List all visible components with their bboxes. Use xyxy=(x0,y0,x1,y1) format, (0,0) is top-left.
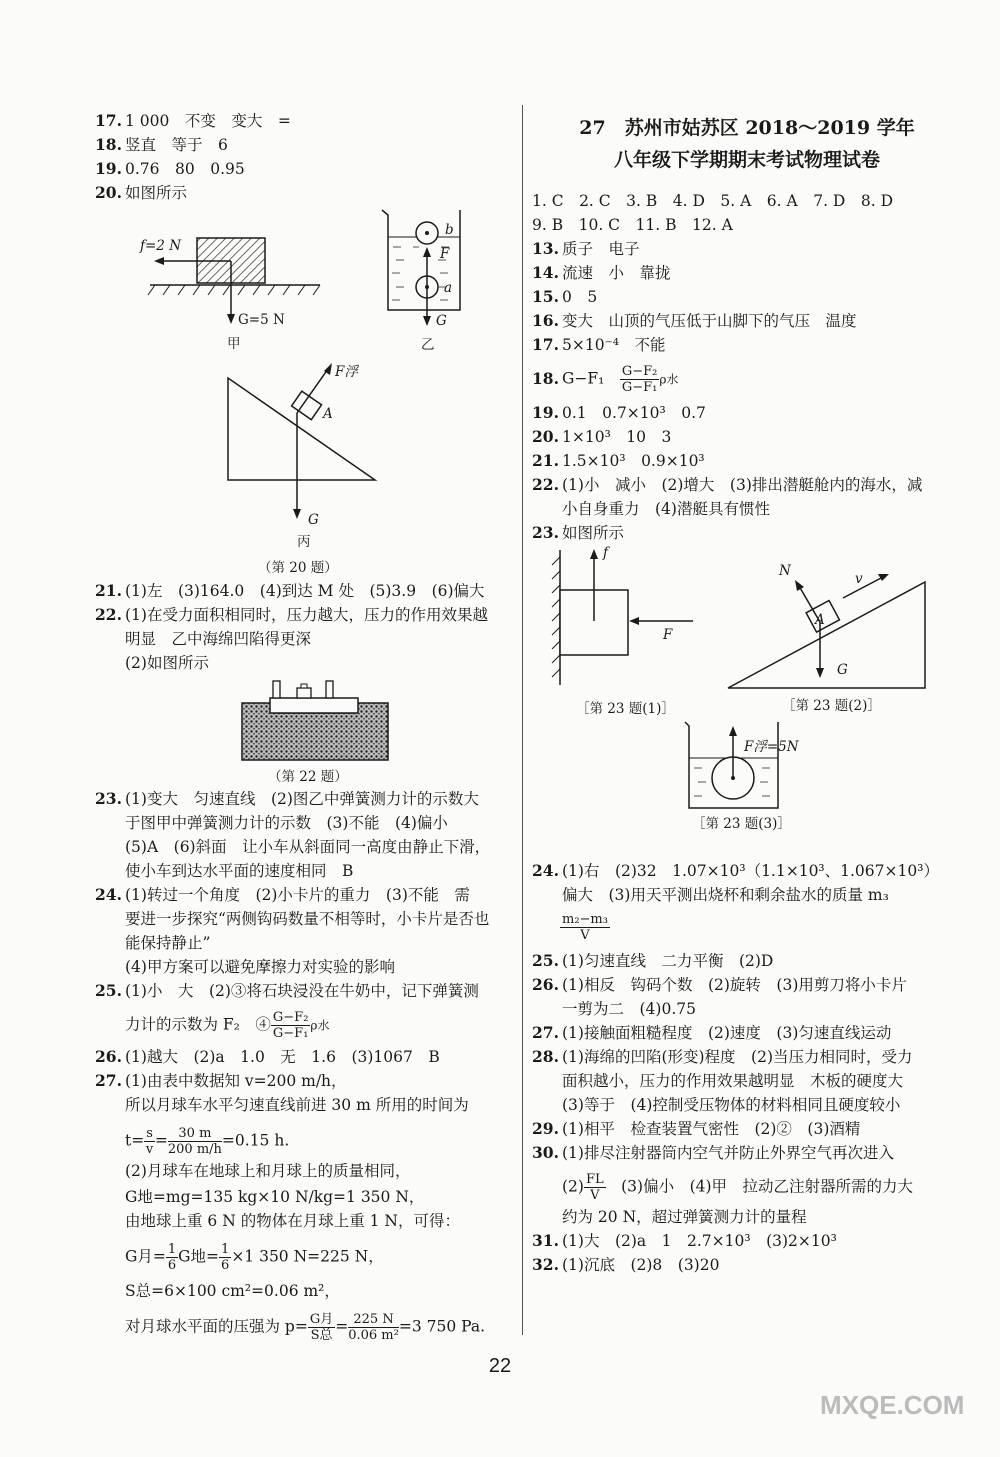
answer-22-l3: (2)如图所示 xyxy=(125,654,209,672)
answer-27-l5: G地=mg=135 kg×10 N/kg=1 350 N， xyxy=(125,1188,425,1206)
r-answer-31: 31. (1)大 (2)a 1 2.7×10³ (3)2×10³ xyxy=(532,1231,837,1250)
answer-24-l4: (4)甲方案可以避免摩擦力对实验的影响 xyxy=(125,958,395,976)
label-F: F xyxy=(440,246,450,262)
figure-23-1-caption: ［第 23 题(1)］ xyxy=(576,701,675,717)
label-bing: 丙 xyxy=(297,534,311,550)
label-F-23: F xyxy=(663,627,673,643)
answer-24: 24. (1)转过一个角度 (2)小卡片的重力 (3)不能 需 xyxy=(95,885,470,904)
label-F-fu-5N: F浮=5N xyxy=(744,739,799,755)
fraction: $\frac{\text{G−F₂}}{\text{G−F₁}}$ xyxy=(272,1010,309,1041)
figure-22-sponge xyxy=(240,675,420,765)
r-answer-30-l2: (2) $\frac{FL}{V}$ (3)偏小 (4)甲 拉动乙注射器所需的力大 xyxy=(562,1172,914,1203)
r-answer-30: 30. (1)排尽注射器筒内空气并防止外界空气再次进入 xyxy=(532,1143,894,1162)
section-title: 27 苏州市姑苏区 2018～2019 学年 xyxy=(579,117,915,139)
figure-20-yi xyxy=(378,205,478,335)
answer-20: 20. 如图所示 xyxy=(95,183,188,202)
answer-27-l8: S总=6×100 cm²=0.06 m²， xyxy=(125,1282,340,1300)
r-answer-24-l2: 偏大 (3)用天平测出烧杯和剩余盐水的质量 m₃ xyxy=(562,886,889,904)
label-G-bing: G xyxy=(308,512,319,528)
r-answer-28-l2: 面积越小，压力的作用效果越明显 木板的硬度大 xyxy=(562,1072,904,1090)
column-divider xyxy=(522,105,523,1335)
r-answer-24: 24. (1)右 (2)32 1.07×10³（1.1×10³、1.067×10³） xyxy=(532,861,939,880)
figure-23-1 xyxy=(545,545,705,695)
r-answer-19: 19. 0.1 0.7×10³ 0.7 xyxy=(532,403,706,422)
answer-27-l4: (2)月球车在地球上和月球上的质量相同， xyxy=(125,1162,411,1180)
answer-21: 21. (1)左 (3)164.0 (4)到达 M 处 (5)3.9 (6)偏大 xyxy=(95,581,485,600)
label-G: G xyxy=(436,313,447,329)
label-N: N xyxy=(779,563,791,579)
r-answer-26: 26. (1)相反 钩码个数 (2)旋转 (3)用剪刀将小卡片 xyxy=(532,975,907,994)
label-A-23: A xyxy=(815,612,825,628)
figure-23-2-caption: ［第 23 题(2)］ xyxy=(782,698,881,714)
figure-22-caption: （第 22 题） xyxy=(268,769,348,785)
label-f2n: f=2 N xyxy=(140,238,182,254)
section-subtitle: 八年级下学期期末考试物理试卷 xyxy=(613,149,880,171)
r-answer-23: 23. 如图所示 xyxy=(532,523,625,542)
label-jia: 甲 xyxy=(227,336,241,352)
figure-23-3-caption: ［第 23 题(3)］ xyxy=(692,816,791,832)
page-number: 22 xyxy=(488,1355,512,1377)
label-f-23: f xyxy=(603,545,608,561)
answer-24-l3: 能保持静止” xyxy=(125,934,211,952)
answer-22-l2: 明显 乙中海绵凹陷得更深 xyxy=(125,630,312,648)
r-answer-28-l3: (3)等于 (4)控制受压物体的材料相同且硬度较小 xyxy=(562,1096,901,1114)
figure-23-2 xyxy=(725,560,945,695)
r-answer-16: 16. 变大 山顶的气压低于山脚下的气压 温度 xyxy=(532,311,857,330)
label-G-23: G xyxy=(837,662,848,678)
answer-18: 18. 竖直 等于 6 xyxy=(95,135,228,154)
figure-23-3 xyxy=(680,718,790,813)
r-answer-26-l2: 一剪为二 (4)0.75 xyxy=(562,1000,696,1018)
r-answer-28: 28. (1)海绵的凹陷(形变)程度 (2)当压力相同时，受力 xyxy=(532,1047,913,1066)
answer-23-l4: 使小车到达水平面的速度相同 B xyxy=(125,862,354,880)
answer-19: 19. 0.76 80 0.95 xyxy=(95,159,245,178)
answer-27-l7: G月= $\frac{1}{6}$ G地= $\frac{1}{6}$ ×1 350 N=225 N， xyxy=(125,1242,384,1273)
r-answer-25: 25. (1)匀速直线 二力平衡 (2)D xyxy=(532,951,774,970)
r-answer-14: 14. 流速 小 靠拢 xyxy=(532,263,671,282)
answer-27-l6: 由地球上重 6 N 的物体在月球上重 1 N，可得： xyxy=(125,1212,460,1230)
r-answer-17: 17. 5×10⁻⁴ 不能 xyxy=(532,335,666,354)
watermark: MXQE.COM xyxy=(820,1390,965,1420)
answer-17: 17. 1 000 不变 变大 = xyxy=(95,111,291,130)
r-answer-21: 21. 1.5×10³ 0.9×10³ xyxy=(532,451,705,470)
answer-27: 27. (1)由表中数据知 v=200 m/h， xyxy=(95,1071,347,1090)
label-yi: 乙 xyxy=(421,337,435,353)
answer-24-l2: 要进一步探究“两侧钩码数量不相等时，小卡片是否也 xyxy=(125,910,490,928)
label-a: a xyxy=(444,280,453,296)
r-answer-22: 22. (1)小 减小 (2)增大 (3)排出潜艇舱内的海水，减 xyxy=(532,475,923,494)
answer-23: 23. (1)变大 匀速直线 (2)图乙中弹簧测力计的示数大 xyxy=(95,789,479,808)
label-g5n: G=5 N xyxy=(238,312,285,328)
mc-row-1: 1. C 2. C 3. B 4. D 5. A 6. A 7. D 8. D xyxy=(532,192,894,210)
figure-20-caption: （第 20 题） xyxy=(258,560,338,576)
figure-20-bing xyxy=(220,355,410,525)
answer-25-l2: 力计的示数为 F₂ ④ $\frac{\text{G−F₂}}{\text{G−F₁}}$ ρ水 xyxy=(125,1010,330,1041)
r-answer-18: 18. G−F₁ $\frac{\text{G−F₂}}{\text{G−F₁}}$ ρ水 xyxy=(532,364,679,395)
answer-23-l3: (5)A (6)斜面 让小车从斜面同一高度由静止下滑， xyxy=(125,838,491,856)
r-answer-13: 13. 质子 电子 xyxy=(532,239,640,258)
answer-26: 26. (1)越大 (2)a 1.0 无 1.6 (3)1067 B xyxy=(95,1047,440,1066)
answer-27-l9: 对月球水平面的压强为 p= $\frac{\text{G月}}{\text{S总}}$ = $\frac{225 N}{\text{0.06 m²}}$ =3 750 Pa. xyxy=(125,1312,486,1343)
r-answer-24-l3: $\frac{\text{m₂−m₃}}{V}$ xyxy=(562,912,608,943)
label-A: A xyxy=(323,406,333,422)
label-v: v xyxy=(855,571,863,587)
mc-row-2: 9. B 10. C 11. B 12. A xyxy=(532,216,733,234)
answer-27-l2: 所以月球车水平匀速直线前进 30 m 所用的时间为 xyxy=(125,1096,469,1114)
r-answer-22-l2: 小自身重力 (4)潜艇具有惯性 xyxy=(562,500,770,518)
answer-22: 22. (1)在受力面积相同时，压力越大，压力的作用效果越 xyxy=(95,605,488,624)
r-answer-27: 27. (1)接触面粗糙程度 (2)速度 (3)匀速直线运动 xyxy=(532,1023,892,1042)
r-answer-15: 15. 0 5 xyxy=(532,287,598,306)
label-F-fu: F浮 xyxy=(335,364,358,380)
r-answer-29: 29. (1)相平 检查装置气密性 (2)② (3)酒精 xyxy=(532,1119,861,1138)
answer-25: 25. (1)小 大 (2)③将石块浸没在牛奶中，记下弹簧测 xyxy=(95,981,479,1000)
label-b: b xyxy=(445,222,454,238)
r-answer-30-l3: 约为 20 N，超过弹簧测力计的量程 xyxy=(562,1208,807,1226)
answer-23-l2: 于图甲中弹簧测力计的示数 (3)不能 (4)偏小 xyxy=(125,814,448,832)
r-answer-32: 32. (1)沉底 (2)8 (3)20 xyxy=(532,1255,720,1274)
r-answer-20: 20. 1×10³ 10 3 xyxy=(532,427,672,446)
answer-27-l3: t= $\frac{s}{v}$ = $\frac{30 m}{200 m/h}$ =0.15 h. xyxy=(125,1126,290,1157)
